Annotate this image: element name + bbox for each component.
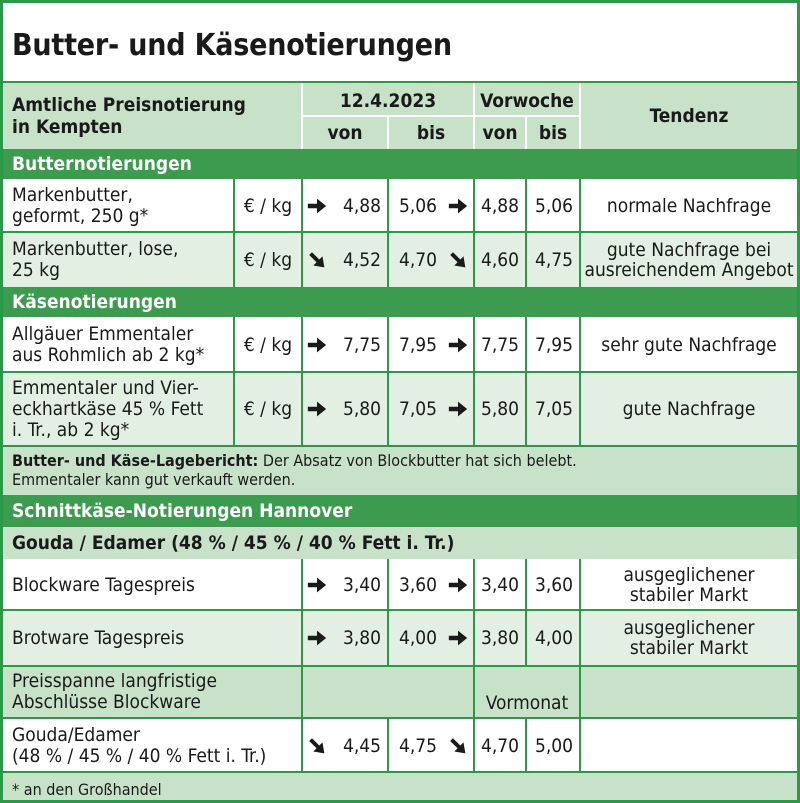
hannover-row-2-label — [3, 611, 301, 665]
grid-line — [3, 445, 797, 447]
cheese-row-2-prev-bis: 7,05 — [534, 398, 573, 420]
section-butter: Butternotierungen — [3, 149, 797, 179]
butter-row-1-label-line-1: Markenbutter, — [12, 184, 133, 206]
butter-row-2-prev-bis: 4,75 — [534, 249, 573, 271]
butter-row-2-von: 4,52 — [342, 249, 381, 271]
grid-line — [473, 179, 475, 287]
gouda-row-prev-von: 4,70 — [480, 735, 519, 757]
gouda-row-von: 4,45 — [342, 735, 381, 757]
lagebericht — [3, 445, 797, 495]
grid-line — [473, 665, 475, 773]
gouda-row-label-line-2: (48 % / 45 % / 40 % Fett i. Tr.) — [12, 745, 267, 767]
right-arrow-icon — [303, 611, 331, 665]
cheese-row-2-label — [3, 373, 235, 445]
grid-line — [579, 83, 581, 149]
longterm-label-2: Abschlüsse Blockware — [12, 691, 201, 713]
butter-row-1-prev-von: 4,88 — [480, 195, 519, 217]
gouda-row-bis: 4,75 — [398, 735, 437, 757]
down-right-arrow-icon — [444, 233, 472, 287]
grid-line — [525, 719, 527, 773]
butter-row-2-label-line-2: 25 kg — [12, 259, 60, 281]
right-arrow-icon — [303, 373, 331, 445]
page-title-bar — [3, 3, 797, 83]
grid-line — [233, 317, 235, 445]
down-right-arrow-icon — [444, 719, 472, 773]
cheese-row-2-bis: 7,05 — [398, 398, 437, 420]
cheese-row-2-tendenz-line-1: gute Nachfrage — [622, 398, 756, 420]
grid-line — [387, 179, 389, 287]
hannover-row-2-tendenz — [581, 611, 797, 665]
grid-line — [387, 117, 389, 149]
grid-line — [3, 771, 797, 773]
butter-row-2-unit: € / kg — [243, 249, 293, 271]
right-arrow-icon — [444, 317, 472, 373]
grid-line — [3, 665, 797, 667]
hannover-row-1-label-line-1: Blockware Tagespreis — [12, 573, 195, 596]
grid-line — [301, 179, 303, 287]
longterm-label-1: Preisspanne langfristige — [12, 670, 218, 692]
hannover-row-2-tendenz-line-1: ausgeglichener — [623, 617, 755, 639]
section-hannover: Schnittkäse-Notierungen Hannover — [3, 495, 797, 527]
grid-line — [301, 559, 303, 665]
hannover-row-1-tendenz-line-2: stabiler Markt — [629, 584, 749, 606]
right-arrow-icon — [303, 317, 331, 373]
hannover-row-1-bis: 3,60 — [398, 574, 437, 596]
section-cheese: Käsenotierungen — [3, 287, 797, 317]
page-title: Butter- und Käsenotierungen — [12, 28, 452, 63]
right-arrow-icon — [444, 559, 472, 611]
cheese-row-2-label-line-1: Emmentaler und Vier- — [12, 376, 199, 399]
hannover-row-1-label — [3, 559, 301, 611]
grid-line — [301, 317, 303, 445]
butter-row-2-tendenz-line-1: gute Nachfrage bei — [606, 239, 772, 261]
footnote: * an den Großhandel — [3, 773, 797, 803]
grid-line — [473, 559, 475, 665]
cheese-row-2-label-line-3: i. Tr., ab 2 kg* — [12, 418, 130, 441]
header-prev-week: Vorwoche — [480, 90, 574, 112]
grid-line — [387, 559, 389, 665]
grid-line — [387, 719, 389, 773]
header-date: 12.4.2023 — [339, 90, 437, 112]
butter-row-2-bis: 4,70 — [398, 249, 437, 271]
lagebericht-text-2: Emmentaler kann gut verkauft werden. — [12, 470, 296, 489]
gouda-row-label — [3, 719, 301, 773]
right-arrow-icon — [303, 559, 331, 611]
hannover-row-2-bis: 4,00 — [398, 627, 437, 649]
header-label — [3, 83, 301, 149]
header-tendenz: Tendenz — [649, 105, 729, 127]
grid-line — [579, 665, 581, 773]
gouda-header: Gouda / Edamer (48 % / 45 % / 40 % Fett i. Tr.) — [3, 527, 797, 559]
grid-line — [525, 179, 527, 287]
grid-line — [525, 317, 527, 445]
header-bis: bis — [416, 122, 446, 144]
hannover-row-1-von: 3,40 — [342, 574, 381, 596]
cheese-row-1-prev-von: 7,75 — [480, 334, 519, 356]
right-arrow-icon — [444, 179, 472, 233]
hannover-row-2-prev-bis: 4,00 — [534, 627, 573, 649]
butter-row-2-tendenz — [581, 233, 797, 287]
down-right-arrow-icon — [303, 719, 331, 773]
grid-line — [579, 559, 581, 665]
lagebericht-title: Butter- und Käse-Lagebericht: — [12, 451, 259, 470]
hannover-row-2-prev-von: 3,80 — [480, 627, 519, 649]
grid-line — [301, 115, 579, 117]
header-label-line1: Amtliche Preisnotierung — [12, 94, 246, 116]
butter-row-2-label-line-1: Markenbutter, lose, — [12, 238, 179, 260]
cheese-row-2-prev-von: 5,80 — [480, 398, 519, 420]
down-right-arrow-icon — [303, 233, 331, 287]
cheese-row-1-bis: 7,95 — [398, 334, 437, 356]
hannover-row-1-tendenz — [581, 559, 797, 611]
hannover-row-2-tendenz-line-2: stabiler Markt — [629, 637, 749, 659]
grid-line — [301, 665, 303, 773]
header-prev-bis: bis — [538, 122, 568, 144]
grid-line — [473, 317, 475, 445]
cheese-row-1-label-line-2: aus Rohmlich ab 2 kg* — [12, 344, 205, 366]
cheese-row-1-von: 7,75 — [342, 334, 381, 356]
butter-row-1-bis: 5,06 — [398, 195, 437, 217]
butter-row-2-tendenz-line-2: ausreichendem Angebot — [584, 259, 794, 281]
grid-line — [525, 117, 527, 149]
header-label-line2: in Kempten — [12, 116, 123, 138]
grid-line — [387, 317, 389, 445]
cheese-row-2-tendenz — [581, 373, 797, 445]
butter-row-2-prev-von: 4,60 — [480, 249, 519, 271]
longterm-prev-month: Vormonat — [485, 692, 569, 714]
lagebericht-text-1: Der Absatz von Blockbutter hat sich belebt. — [258, 451, 577, 470]
cheese-row-1-label-line-1: Allgäuer Emmentaler — [12, 323, 194, 345]
butter-row-1-prev-bis: 5,06 — [534, 195, 573, 217]
hannover-row-1-prev-bis: 3,60 — [534, 574, 573, 596]
grid-line — [3, 717, 797, 719]
grid-line — [579, 317, 581, 445]
cheese-row-2-unit: € / kg — [243, 398, 293, 420]
butter-row-1-tendenz — [581, 179, 797, 233]
butter-row-1-unit: € / kg — [243, 195, 293, 217]
right-arrow-icon — [303, 179, 331, 233]
cheese-row-1-tendenz-line-1: sehr gute Nachfrage — [601, 334, 777, 356]
hannover-row-2-label-line-1: Brotware Tagespreis — [12, 626, 185, 649]
grid-line — [3, 609, 797, 611]
header-prev-von: von — [482, 122, 518, 144]
butter-row-1-label — [3, 179, 235, 233]
longterm-label — [3, 665, 301, 719]
cheese-row-1-tendenz — [581, 317, 797, 373]
gouda-row-label-line-1: Gouda/Edamer — [12, 724, 140, 746]
butter-row-2-label — [3, 233, 235, 287]
grid-line — [3, 371, 797, 373]
cheese-row-2-label-line-2: eckhartkäse 45 % Fett — [12, 397, 204, 420]
right-arrow-icon — [444, 373, 472, 445]
hannover-row-1-prev-von: 3,40 — [480, 574, 519, 596]
cheese-row-1-prev-bis: 7,95 — [534, 334, 573, 356]
butter-row-1-von: 4,88 — [342, 195, 381, 217]
right-arrow-icon — [444, 611, 472, 665]
cheese-row-2-von: 5,80 — [342, 398, 381, 420]
grid-line — [3, 231, 797, 233]
grid-line — [579, 179, 581, 287]
grid-line — [525, 559, 527, 665]
grid-line — [233, 179, 235, 287]
butter-row-1-label-line-2: geformt, 250 g* — [12, 205, 149, 227]
gouda-row-prev-bis: 5,00 — [534, 735, 573, 757]
cheese-row-1-label — [3, 317, 235, 373]
cheese-row-1-unit: € / kg — [243, 334, 293, 356]
hannover-row-1-tendenz-line-1: ausgeglichener — [623, 564, 755, 586]
butter-row-1-tendenz-line-1: normale Nachfrage — [606, 195, 772, 217]
hannover-row-2-von: 3,80 — [342, 627, 381, 649]
header-von: von — [327, 122, 363, 144]
